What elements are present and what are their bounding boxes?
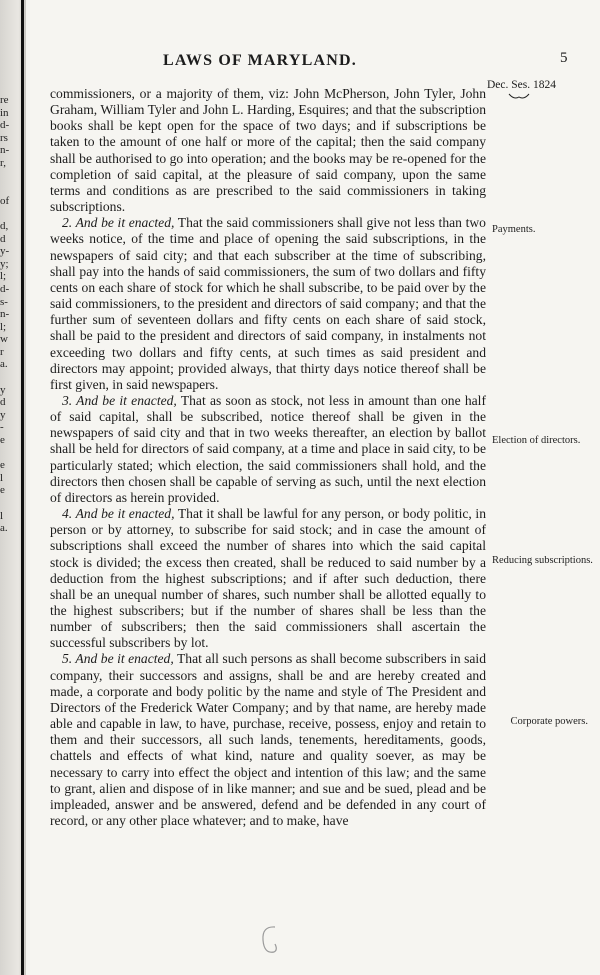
section-text: That it shall be lawful for any person, or body politic, in person or by attorney, to subscribe for said stock; and in case the amount of subscriptions shall exceed the number of shares into which the said capital stock is divided; the excess then created, shall be reduced to said number by a deduction from the highest subscriptions; and if after such deduction, there shall be an unequal number of shares, such number shall be allotted equally to the highest subscribers; but if the number of shares shall be less than the number of subscribers; then the said commissioners shall ascertain the successful subscribers by lot. (50, 506, 486, 651)
margin-fragment (0, 497, 20, 510)
section-paragraph (50, 651, 486, 829)
section-text: That as soon as stock, not less in amount than one half of said capital, shall be subscribed, notice thereof shall be given in the newspapers of said city and that in two weeks thereafter, an election by ballot shall be held for directors of said company, at a time and place in said city, to be particularly stated; which election, the said commissioners shall hold, and the directors then chosen shall be capable of serving as such, until the next election of directors as herein provided. (50, 392, 486, 505)
margin-fragment: y; (0, 257, 9, 270)
sidenote-payments: Payments. (492, 224, 536, 235)
section-text: That all such persons as shall become subscribers in said company, their successors and assigns, shall be and are hereby created and made, a corporate and body politic by the name and style of The President and Directors of the Frederick Water Company; and by that name, are hereby made able and capable in law, to have, purchase, receive, possess, enjoy and retain to them and their successors, all such lands, tenements, hereditaments, goods, chattels and effects of what kind, nature and quality soever, as may be necessary to carry into effect the object and intention of this law; and the same to grant, alien and dispose of in like manner; and sue and be sued, plead and be impleaded, answer and be answered, defend and be defended in any court of record, or any other place whatever; and to make, have (50, 651, 486, 829)
section-paragraph (50, 215, 486, 393)
margin-fragment: - (0, 421, 4, 434)
margin-fragment: e (0, 434, 5, 447)
margin-fragment: y (0, 383, 6, 396)
enacting-clause: 3. And be it enacted, (62, 392, 177, 408)
margin-fragment: a. (0, 522, 8, 535)
margin-fragment: d- (0, 282, 10, 295)
margin-fragment (0, 207, 20, 220)
enacting-clause: 4. And be it enacted, (62, 506, 175, 522)
margin-fragment (0, 535, 20, 548)
margin-fragment: rs (0, 131, 8, 144)
section-paragraph (50, 506, 486, 651)
brace-ornament-icon (508, 93, 530, 101)
margin-fragment (0, 170, 20, 183)
sidenote-corporate: Corporate powers. (510, 716, 588, 727)
margin-fragment: l (0, 471, 4, 484)
sidenote-reducing: Reducing subscriptions. (492, 555, 593, 566)
margin-fragment (0, 560, 20, 573)
margin-fragment (0, 573, 20, 586)
margin-fragment: n- (0, 308, 10, 321)
margin-fragment: r, (0, 156, 6, 169)
margin-fragment: y (0, 408, 6, 421)
margin-fragment: l (0, 509, 4, 522)
margin-fragment: d (0, 396, 6, 409)
margin-fragment: a. (0, 358, 8, 371)
margin-fragment: re (0, 94, 9, 106)
body-text (50, 86, 486, 829)
margin-fragment: r (0, 345, 4, 358)
page-number: 5 (560, 50, 568, 66)
margin-fragment: of (0, 194, 10, 207)
margin-fragment (0, 447, 20, 460)
margin-fragment (0, 371, 20, 384)
margin-fragment: s- (0, 295, 8, 308)
margin-fragment: l; (0, 320, 7, 333)
left-margin-fragments (0, 94, 20, 623)
margin-fragment: e (0, 459, 5, 472)
margin-fragment: y- (0, 245, 10, 258)
session-note: Dec. Ses. 1824 (487, 79, 556, 91)
margin-fragment: d (0, 232, 6, 245)
enacting-clause: 2. And be it enacted, (62, 215, 175, 231)
margin-fragment (0, 598, 20, 611)
margin-fragment: n- (0, 144, 10, 157)
signature-mark-icon (258, 924, 280, 958)
margin-fragment (0, 182, 20, 195)
sidenote-election: Election of directors. (492, 435, 581, 446)
section-paragraph (50, 393, 486, 506)
running-head: LAWS OF MARYLAND. (163, 52, 357, 69)
enacting-clause: 5. And be it enacted, (62, 651, 174, 667)
margin-fragment: in (0, 106, 9, 119)
margin-fragment (0, 585, 20, 598)
binding-rule (21, 0, 24, 975)
section-paragraph (50, 86, 486, 215)
section-text: That the said commissioners shall give not less than two weeks notice, of the time and place of opening the said subscriptions, in the newspapers of said city; and that each subscriber at the time of subscribing, shall pay into the hands of said commissioners, the sum of two dollars and fifty cents on each share of stock for which he shall subscribe, to be paid over by the said commissioners, to the president and directors of said company; and that the further sum of seventeen dollars and fifty cents on each share of said stock, shall be paid to the president and directors of said company, in instalments not exceeding two dollars and fifty cents, at such times as said president and directors may appoint; provided always, that thirty days notice thereof shall be first given, in said newspapers. (50, 215, 486, 392)
margin-fragment (0, 547, 20, 560)
margin-fragment: e (0, 484, 5, 497)
margin-fragment: w (0, 333, 8, 346)
margin-fragment (0, 610, 20, 623)
section-text: commissioners, or a majority of them, viz: John McPherson, John Tyler, John Graham, William Tyler and John L. Harding, Esquires; and that the subscription books shall be kept open for the space of two days; and if subscriptions be taken to the amount of one half or more of the capital; then the said company shall be authorised to go into operation; and the books may be re-opened for the completion of said capital, at the pleasure of said company, upon the same terms and conditions as are prescribed to the said commissioners in taking subscriptions. (50, 86, 486, 215)
margin-fragment: d, (0, 219, 9, 232)
margin-fragment: d- (0, 119, 10, 132)
margin-fragment: l; (0, 270, 7, 283)
